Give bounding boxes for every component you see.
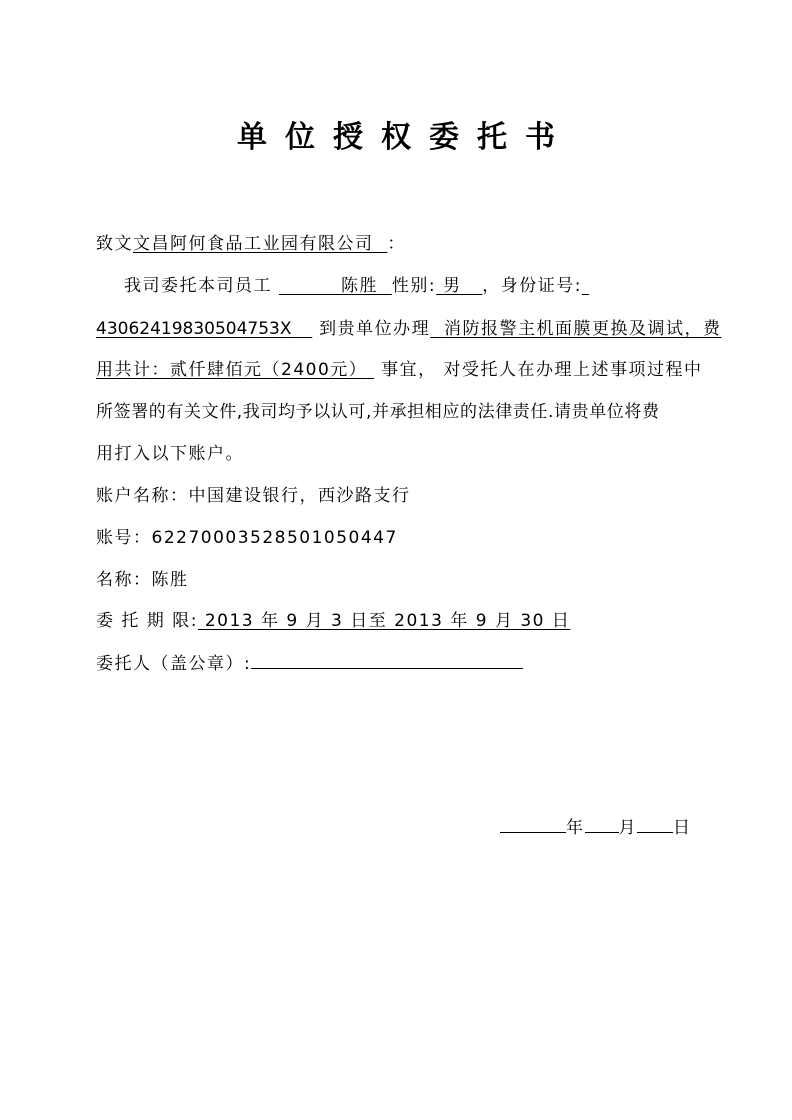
day-blank xyxy=(637,816,673,833)
period-value: 2013 年 9 月 3 日至 2013 年 9 月 30 日 xyxy=(197,611,571,631)
matter-part-2: 用共计：贰仟肆佰元（2400元） xyxy=(96,360,368,380)
to-unit-text: 到贵单位办理 xyxy=(319,319,431,339)
salutation-prefix: 致文 xyxy=(96,234,133,254)
body-line-3-rest: 事宜， 对受托人在办理上述事项过程中 xyxy=(381,360,703,380)
body-line-5: 用打入以下账户。 xyxy=(96,444,244,464)
month-blank xyxy=(585,816,619,833)
matter-part-1: 消防报警主机面膜更换及调试，费 xyxy=(443,319,722,339)
seal-blank xyxy=(251,652,523,669)
year-label: 年 xyxy=(566,818,585,838)
signer-label: 委托人（盖公章）: xyxy=(96,654,252,674)
body-line-3 xyxy=(96,359,703,381)
period-line xyxy=(96,610,696,632)
period-label: 委 托 期 限: xyxy=(96,611,198,631)
gender-label: 性别: xyxy=(391,276,437,296)
document-title: 单位授权委托书 xyxy=(237,120,573,155)
signer-line xyxy=(96,652,696,675)
body-line-1 xyxy=(124,275,724,297)
body-line-4: 所签署的有关文件,我司均予以认可,并承担相应的法律责任.请贵单位将费 xyxy=(96,402,660,422)
salutation-line xyxy=(96,233,696,255)
employee-name: 陈胜 xyxy=(341,276,379,296)
account-number: 账号：6227000352850105044​7 xyxy=(96,528,398,548)
year-blank xyxy=(500,816,566,833)
date-line xyxy=(500,816,700,839)
account-number-line xyxy=(96,527,696,549)
delegation-intro: 我司委托本司员工 xyxy=(124,276,272,296)
id-number: 43062419830504753X xyxy=(96,319,292,339)
recipient-company: 文昌阿何食品工业园有限公司 xyxy=(133,234,374,254)
body-line-2 xyxy=(96,318,722,340)
gender-value: 男 xyxy=(443,276,462,296)
salutation-suffix: ： xyxy=(387,234,406,254)
id-label: ，身份证号: xyxy=(482,276,582,296)
account-name-line: 账户名称：中国建设银行，西沙路支行 xyxy=(96,486,411,506)
day-label: 日 xyxy=(673,818,692,838)
account-holder-line: 名称：陈胜 xyxy=(96,570,189,590)
month-label: 月 xyxy=(618,818,637,838)
